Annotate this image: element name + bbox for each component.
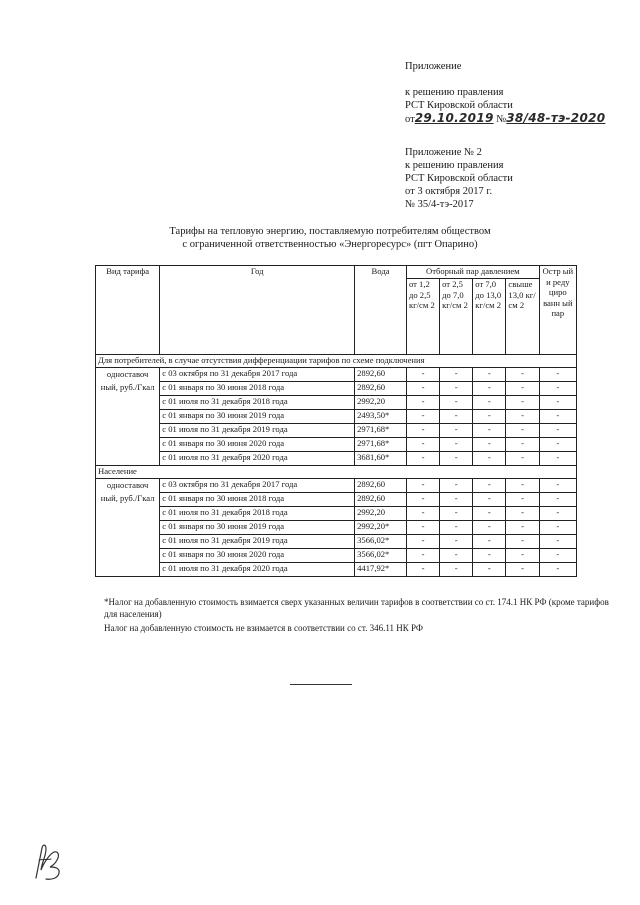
water-value: 2992,20 <box>355 396 407 410</box>
dash-cell: - <box>440 507 473 521</box>
dash-cell: - <box>506 563 539 577</box>
dash-cell: - <box>440 493 473 507</box>
dash-cell: - <box>506 479 539 493</box>
dash-cell: - <box>539 382 576 396</box>
date-prefix: от <box>405 114 415 125</box>
dash-cell: - <box>506 438 539 452</box>
period-cell: с 01 января по 30 июня 2019 года <box>160 410 355 424</box>
header-pressure-4: свыше 13,0 кг/см 2 <box>506 279 539 355</box>
handwritten-date: 29.10.2019 <box>414 111 494 125</box>
dash-cell: - <box>539 493 576 507</box>
appendix2-rst: РСТ Кировской области <box>405 173 513 184</box>
dash-cell: - <box>440 410 473 424</box>
water-value: 3566,02* <box>355 535 407 549</box>
dash-cell: - <box>440 479 473 493</box>
table-row <box>96 396 577 410</box>
table-row <box>96 563 577 577</box>
dash-cell: - <box>406 479 439 493</box>
header-pressure-2: от 2,5 до 7,0 кг/см 2 <box>440 279 473 355</box>
appendix2-number: № 35/4-тэ-2017 <box>405 199 474 210</box>
dash-cell: - <box>406 410 439 424</box>
period-cell: с 01 января по 30 июня 2020 года <box>160 438 355 452</box>
dash-cell: - <box>506 424 539 438</box>
dash-cell: - <box>506 382 539 396</box>
dash-cell: - <box>406 493 439 507</box>
handwritten-number: 38/48-тэ-2020 <box>506 111 606 125</box>
vat-note-2: Налог на добавленную стоимость не взимается в соответствии со ст. 346.11 НК РФ <box>104 623 423 633</box>
dash-cell: - <box>473 563 506 577</box>
water-value: 3566,02* <box>355 549 407 563</box>
section-consumers: Для потребителей, в случае отсутствия дифференциации тарифов по схеме подключения <box>96 355 577 368</box>
table-body-group-1 <box>96 355 577 466</box>
period-cell: с 01 июля по 31 декабря 2018 года <box>160 396 355 410</box>
dash-cell: - <box>440 382 473 396</box>
dash-cell: - <box>539 535 576 549</box>
water-value: 2493,50* <box>355 410 407 424</box>
header-water: Вода <box>355 266 407 355</box>
period-cell: с 01 июля по 31 декабря 2020 года <box>160 452 355 466</box>
dash-cell: - <box>473 438 506 452</box>
water-value: 3681,60* <box>355 452 407 466</box>
section-population: Население <box>96 466 577 479</box>
dash-cell: - <box>406 424 439 438</box>
dash-cell: - <box>539 549 576 563</box>
dash-cell: - <box>473 479 506 493</box>
period-cell: с 01 января по 30 июня 2019 года <box>160 521 355 535</box>
table-body-group-2 <box>96 466 577 577</box>
dash-cell: - <box>473 424 506 438</box>
dash-cell: - <box>473 382 506 396</box>
dash-cell: - <box>506 452 539 466</box>
appendix2-date: от 3 октября 2017 г. <box>405 186 493 197</box>
dash-cell: - <box>539 563 576 577</box>
table-row <box>96 452 577 466</box>
water-value: 2892,60 <box>355 382 407 396</box>
document-title <box>140 225 520 251</box>
table-row <box>96 479 577 493</box>
dash-cell: - <box>539 507 576 521</box>
period-cell: с 01 июля по 31 декабря 2019 года <box>160 535 355 549</box>
dash-cell: - <box>473 396 506 410</box>
table-row <box>96 382 577 396</box>
dash-cell: - <box>506 521 539 535</box>
dash-cell: - <box>506 410 539 424</box>
water-value: 2971,68* <box>355 424 407 438</box>
dash-cell: - <box>440 549 473 563</box>
period-cell: с 01 января по 30 июня 2020 года <box>160 549 355 563</box>
table-row <box>96 368 577 382</box>
title-line-1: Тарифы на тепловую энергию, поставляемую потребителям обществом <box>169 226 491 237</box>
number-prefix: № <box>496 114 507 125</box>
dash-cell: - <box>440 535 473 549</box>
water-value: 2892,60 <box>355 493 407 507</box>
water-value: 4417,92* <box>355 563 407 577</box>
dash-cell: - <box>539 410 576 424</box>
dash-cell: - <box>506 507 539 521</box>
water-value: 2892,60 <box>355 368 407 382</box>
end-divider <box>290 684 352 685</box>
appendix2-header <box>405 146 513 211</box>
dash-cell: - <box>440 368 473 382</box>
period-cell: с 03 октября по 31 декабря 2017 года <box>160 368 355 382</box>
dash-cell: - <box>406 382 439 396</box>
dash-cell: - <box>506 549 539 563</box>
dash-cell: - <box>406 521 439 535</box>
dash-cell: - <box>473 549 506 563</box>
dash-cell: - <box>473 368 506 382</box>
header-year: Год <box>160 266 355 355</box>
dash-cell: - <box>539 521 576 535</box>
dash-cell: - <box>473 521 506 535</box>
dash-cell: - <box>539 479 576 493</box>
dash-cell: - <box>440 424 473 438</box>
dash-cell: - <box>473 410 506 424</box>
period-cell: с 01 июля по 31 декабря 2018 года <box>160 507 355 521</box>
period-cell: с 01 января по 30 июня 2018 года <box>160 382 355 396</box>
dash-cell: - <box>406 438 439 452</box>
dash-cell: - <box>440 438 473 452</box>
dash-cell: - <box>406 563 439 577</box>
dash-cell: - <box>539 438 576 452</box>
water-value: 2892,60 <box>355 479 407 493</box>
dash-cell: - <box>506 535 539 549</box>
title-line-2: с ограниченной ответственностью «Энергоресурс» (пгт Опарино) <box>182 239 478 250</box>
dash-cell: - <box>539 396 576 410</box>
dash-cell: - <box>539 424 576 438</box>
appendix-to-decision: к решению правления <box>405 87 504 98</box>
table-row <box>96 410 577 424</box>
header-sharp-steam: Остр ый и реду циро ванн ый пар <box>539 266 576 355</box>
dash-cell: - <box>440 452 473 466</box>
tariff-type-label: одноставоч ный, руб./Гкал <box>96 368 160 466</box>
dash-cell: - <box>473 452 506 466</box>
dash-cell: - <box>406 507 439 521</box>
dash-cell: - <box>440 563 473 577</box>
dash-cell: - <box>506 493 539 507</box>
table-row <box>96 424 577 438</box>
appendix-date-number <box>405 112 605 126</box>
dash-cell: - <box>406 535 439 549</box>
period-cell: с 03 октября по 31 декабря 2017 года <box>160 479 355 493</box>
table-row <box>96 535 577 549</box>
water-value: 2992,20* <box>355 521 407 535</box>
header-pressure-3: от 7,0 до 13,0 кг/см 2 <box>473 279 506 355</box>
period-cell: с 01 июля по 31 декабря 2019 года <box>160 424 355 438</box>
dash-cell: - <box>506 368 539 382</box>
table-row <box>96 507 577 521</box>
table-row <box>96 521 577 535</box>
water-value: 2992,20 <box>355 507 407 521</box>
dash-cell: - <box>473 535 506 549</box>
appendix2-to-decision: к решению правления <box>405 160 504 171</box>
header-pressure-1: от 1,2 до 2,5 кг/см 2 <box>406 279 439 355</box>
period-cell: с 01 января по 30 июня 2018 года <box>160 493 355 507</box>
handwritten-initials-mark <box>30 840 70 885</box>
table-row <box>96 493 577 507</box>
header-tariff-type: Вид тарифа <box>96 266 160 355</box>
appendix2-title: Приложение № 2 <box>405 147 482 158</box>
water-value: 2971,68* <box>355 438 407 452</box>
period-cell: с 01 июля по 31 декабря 2020 года <box>160 563 355 577</box>
vat-note-1: *Налог на добавленную стоимость взимается сверх указанных величин тарифов в соответствии со ст. 174.1 НК РФ (кроме тарифов для населения) <box>104 597 609 619</box>
dash-cell: - <box>406 368 439 382</box>
dash-cell: - <box>506 396 539 410</box>
tariff-table <box>95 265 577 577</box>
appendix-title: Приложение <box>405 61 462 72</box>
dash-cell: - <box>440 521 473 535</box>
table-row <box>96 549 577 563</box>
dash-cell: - <box>440 396 473 410</box>
dash-cell: - <box>406 549 439 563</box>
dash-cell: - <box>473 493 506 507</box>
dash-cell: - <box>473 507 506 521</box>
table-row <box>96 438 577 452</box>
dash-cell: - <box>539 368 576 382</box>
dash-cell: - <box>406 452 439 466</box>
dash-cell: - <box>539 452 576 466</box>
tariff-type-label: одноставоч ный, руб./Гкал <box>96 479 160 577</box>
dash-cell: - <box>406 396 439 410</box>
appendix-header <box>405 60 605 126</box>
appendix-rst: РСТ Кировской области <box>405 100 513 111</box>
header-steam: Отборный пар давлением <box>406 266 539 279</box>
